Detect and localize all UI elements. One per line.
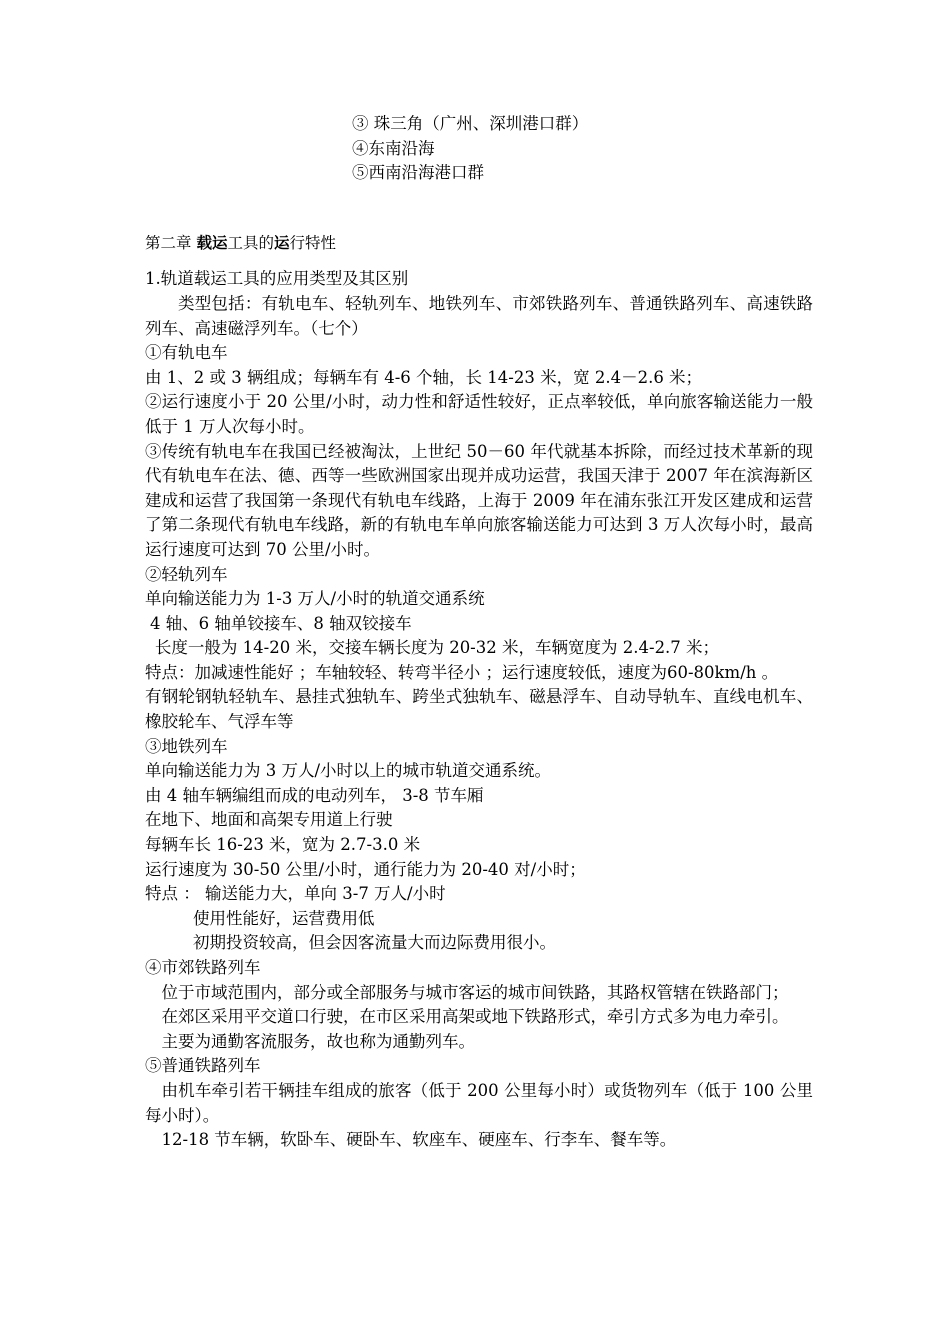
metro-features-row: [145, 882, 813, 907]
list-item-southeast-coast: ④东南沿海: [352, 138, 435, 158]
metro-line-3: 在地下、地面和高架专用道上行驶: [145, 810, 393, 830]
light-rail-line-4: 特点：加减速性能好 ；车轴较轻、转弯半径小 ；运行速度较低，速度为60-80km/h 。: [145, 662, 779, 682]
light-rail-line-5: 有钢轮钢轨轻轨车、悬挂式独轨车、跨坐式独轨车、磁悬浮车、自动导轨车、直线电机车、橡胶轮车、气浮车等: [145, 687, 813, 732]
metro-line-4: 每辆车长 16-23 米，宽为 2.7-3.0 米: [145, 835, 421, 855]
conventional-line-2: 12-18 节车辆，软卧车、硬卧车、软座车、硬座车、行李车、餐车等。: [161, 1130, 677, 1150]
section-title: 1.轨道载运工具的应用类型及其区别: [145, 269, 409, 289]
list-item-pearl-river-delta: ③ 珠三角（广州、深圳港口群）: [352, 114, 589, 133]
spacer: [145, 186, 813, 231]
light-rail-line-2: 4 轴、6 轴单铰接车、8 轴双铰接车: [149, 613, 412, 633]
conventional-heading: ⑤普通铁路列车: [145, 1056, 261, 1076]
suburban-line-2: 在郊区采用平交道口行驶，在市区采用高架或地下铁路形式，牵引方式多为电力牵引。: [161, 1007, 789, 1027]
spacer: [145, 255, 813, 267]
metro-line-2: 由 4 轴车辆编组而成的电动列车， 3-8 节车厢: [145, 785, 484, 805]
conventional-line-1: 由机车牵引若干辆挂车组成的旅客（低于 200 公里每小时）或货物列车（低于 100 公里每小时）。: [145, 1080, 813, 1125]
chapter-bold-2: 运: [273, 233, 290, 252]
chapter-mid: 工具的: [227, 233, 274, 252]
suburban-line-1: 位于市域范围内，部分或全部服务与城市客运的城市间铁路，其路权管辖在铁路部门；: [161, 982, 789, 1002]
metro-heading: ③地铁列车: [145, 736, 228, 756]
suburban-line-3: 主要为通勤客流服务，故也称为通勤列车。: [161, 1031, 475, 1051]
light-rail-heading: ②轻轨列车: [145, 564, 228, 584]
tram-line-3: ③传统有轨电车在我国已经被淘汰，上世纪 50－60 年代就基本拆除，而经过技术革新的现代有轨电车在法、德、西等一些欧洲国家出现并成功运营，我国天津于 2007 年在滨海新区建成和运营了我国第一条现代有轨电车线路，上海于 2009 年在浦东张江开发区建成和运营了第二条现代有轨电车线路，新的有轨电车单向旅客输送能力可达到 3 万人次每小时，最高运行速度可达到 70 公里/小时。: [145, 441, 813, 559]
metro-features-label: 特点 ：: [145, 884, 200, 904]
tram-line-2: ②运行速度小于 20 公里/小时，动力性和舒适性较好，正点率较低，单向旅客输送能力一般低于 1 万人次每小时。: [145, 392, 813, 436]
metro-line-1: 单向输送能力为 3 万人/小时以上的城市轨道交通系统。: [145, 761, 552, 781]
tram-line-1: 由 1、2 或 3 辆组成；每辆车有 4-6 个轴，长 14-23 米，宽 2.4－2.6 米；: [145, 367, 703, 387]
chapter-bold-1: 载运: [196, 233, 228, 252]
types-intro-paragraph: 类型包括：有轨电车、轻轨列车、地铁列车、市郊铁路列车、普通铁路列车、高速铁路列车、高速磁浮列车。（七个）: [145, 293, 813, 338]
metro-feature-2: 使用性能好，运营费用低: [193, 908, 375, 928]
metro-feature-3: 初期投资较高，但会因客流量大而边际费用很小。: [193, 933, 556, 953]
document-body: [145, 112, 813, 1153]
metro-line-5: 运行速度为 30-50 公里/小时，通行能力为 20-40 对/小时；: [145, 859, 586, 879]
list-item-southwest-coast: ⑤西南沿海港口群: [352, 163, 484, 183]
chapter-prefix: 第二章: [145, 233, 197, 252]
tram-heading: ①有轨电车: [145, 343, 228, 363]
chapter-rest: 行特性: [289, 233, 336, 252]
metro-feature-1: 输送能力大，单向 3-7 万人/小时: [205, 884, 446, 904]
light-rail-line-3: 长度一般为 14-20 米，交接车辆长度为 20-32 米，车辆宽度为 2.4-2.7 米；: [154, 638, 720, 658]
suburban-heading: ④市郊铁路列车: [145, 958, 261, 977]
chapter-heading: [145, 231, 813, 256]
light-rail-line-1: 单向输送能力为 1-3 万人/小时的轨道交通系统: [145, 589, 485, 609]
